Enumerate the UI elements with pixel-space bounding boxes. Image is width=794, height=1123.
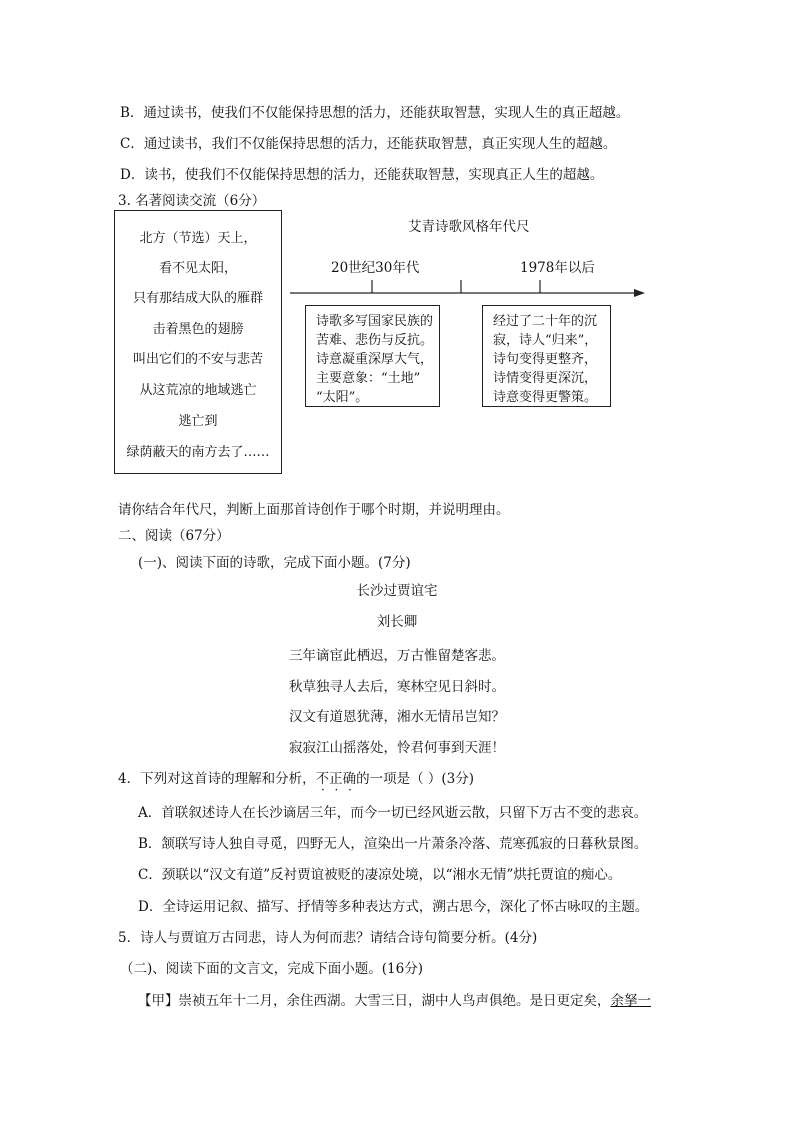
timeline-box-left-line: 诗意凝重深厚大气， [316, 352, 434, 367]
option-d: D．读书，使我们不仅能保持思想的活力，还能获取智慧，实现真正人生的超越。 [120, 167, 604, 183]
poem-excerpt-line: 叫出它们的不安与悲苦 [132, 352, 263, 367]
poem-excerpt-line: 只有那结成大队的雁群 [132, 291, 263, 306]
q5-question: 5．诗人与贾谊万古同悲，诗人为何而悲？请结合诗句简要分析。(4分) [118, 930, 538, 946]
poem-excerpt-line: 看不见太阳， [158, 261, 237, 276]
section-heading: 二、阅读（67分） [118, 528, 230, 544]
timeline-title: 艾青诗歌风格年代尺 [408, 219, 530, 235]
timeline-box-right-line: 诗句变得更整齐， [493, 352, 598, 367]
q4-text-after: 的一项是（ ）(3分) [356, 771, 475, 787]
poem-excerpt-line: 绿荫蔽天的南方去了…… [126, 445, 270, 460]
timeline-box-left [305, 305, 440, 407]
q4-emphasis-char: 正 [329, 771, 343, 787]
q3-heading: 3. 名著阅读交流（6分） [118, 193, 266, 209]
passage-jia [138, 992, 651, 1010]
timeline-label-left: 20世纪30年代 [331, 260, 420, 276]
poem-line: 寂寂江山摇落处，怜君何事到天涯！ [289, 740, 505, 756]
poem-excerpt-box [114, 210, 282, 474]
subsection-1-heading: (一)、阅读下面的诗歌，完成下面小题。(7分) [138, 555, 411, 571]
poem-excerpt-line: 从这荒凉的地域逃亡 [139, 383, 257, 398]
q4-question [118, 770, 474, 788]
poem-excerpt-line: 逃亡到 [178, 414, 218, 429]
timeline-label-right: 1978年以后 [520, 260, 595, 276]
timeline-box-left-line: 主要意象：“土地” [316, 371, 421, 386]
q4-option-b: B．颔联写诗人独自寻觅，四野无人，渲染出一片萧条冷落、荒寒孤寂的日暮秋景图。 [138, 836, 648, 852]
poem-title: 长沙过贾谊宅 [356, 583, 438, 599]
passage-jia-underlined: 余拏一 [610, 993, 651, 1009]
timeline-box-left-line: 苦难、悲伤与反抗。 [316, 333, 434, 348]
timeline-axis [290, 280, 650, 304]
timeline-box-right-line: 经过了二十年的沉 [493, 314, 598, 329]
q4-option-a: A．首联叙述诗人在长沙谪居三年，而今一切已经风逝云散，只留下万古不变的悲哀。 [138, 805, 648, 821]
poem-excerpt-line: 北方（节选）天上， [139, 231, 257, 246]
option-b: B．通过读书，使我们不仅能保持思想的活力，还能获取智慧，实现人生的真正超越。 [120, 105, 630, 121]
timeline-box-left-line: “太阳”。 [316, 390, 369, 405]
timeline-box-right-line: 寂，诗人“归来”， [493, 333, 598, 348]
timeline-box-right-line: 诗意变得更警策。 [493, 390, 598, 405]
q4-option-c: C．颈联以“汉文有道”反衬贾谊被贬的凄凉处境，以“湘水无情”烘托贾谊的痴心。 [138, 867, 622, 883]
poem-excerpt-line: 击着黑色的翅膀 [152, 322, 244, 337]
timeline-box-right [482, 305, 611, 407]
poem-author: 刘长卿 [376, 614, 418, 630]
poem-line: 三年谪宦此栖迟，万古惟留楚客悲。 [289, 648, 505, 664]
option-c: C．通过读书，我们不仅能保持思想的活力，还能获取智慧，真正实现人生的超越。 [120, 136, 617, 152]
q3-prompt: 请你结合年代尺，判断上面那首诗创作于哪个时期，并说明理由。 [118, 502, 510, 518]
subsection-2-heading: （二)、阅读下面的文言文，完成下面小题。(16分) [120, 961, 423, 977]
poem-line: 秋草独寻人去后，寒林空见日斜时。 [289, 679, 505, 695]
passage-jia-text: 【甲】崇祯五年十二月，余住西湖。大雪三日，湖中人鸟声俱绝。是日更定矣， [138, 993, 611, 1009]
poem-line: 汉文有道恩犹薄，湘水无情吊岂知？ [289, 709, 505, 725]
q4-text-before: 4．下列对这首诗的理解和分析， [118, 771, 316, 787]
q4-option-d: D．全诗运用记叙、描写、抒情等多种表达方式，溯古思今，深化了怀古咏叹的主题。 [138, 899, 649, 915]
timeline-box-left-line: 诗歌多写国家民族的 [316, 314, 434, 329]
timeline-box-right-line: 诗情变得更深沉， [493, 371, 598, 386]
q4-emphasis-char: 不 [315, 771, 330, 787]
q4-emphasis-char: 确 [342, 771, 357, 787]
timeline-arrowhead [634, 289, 645, 297]
